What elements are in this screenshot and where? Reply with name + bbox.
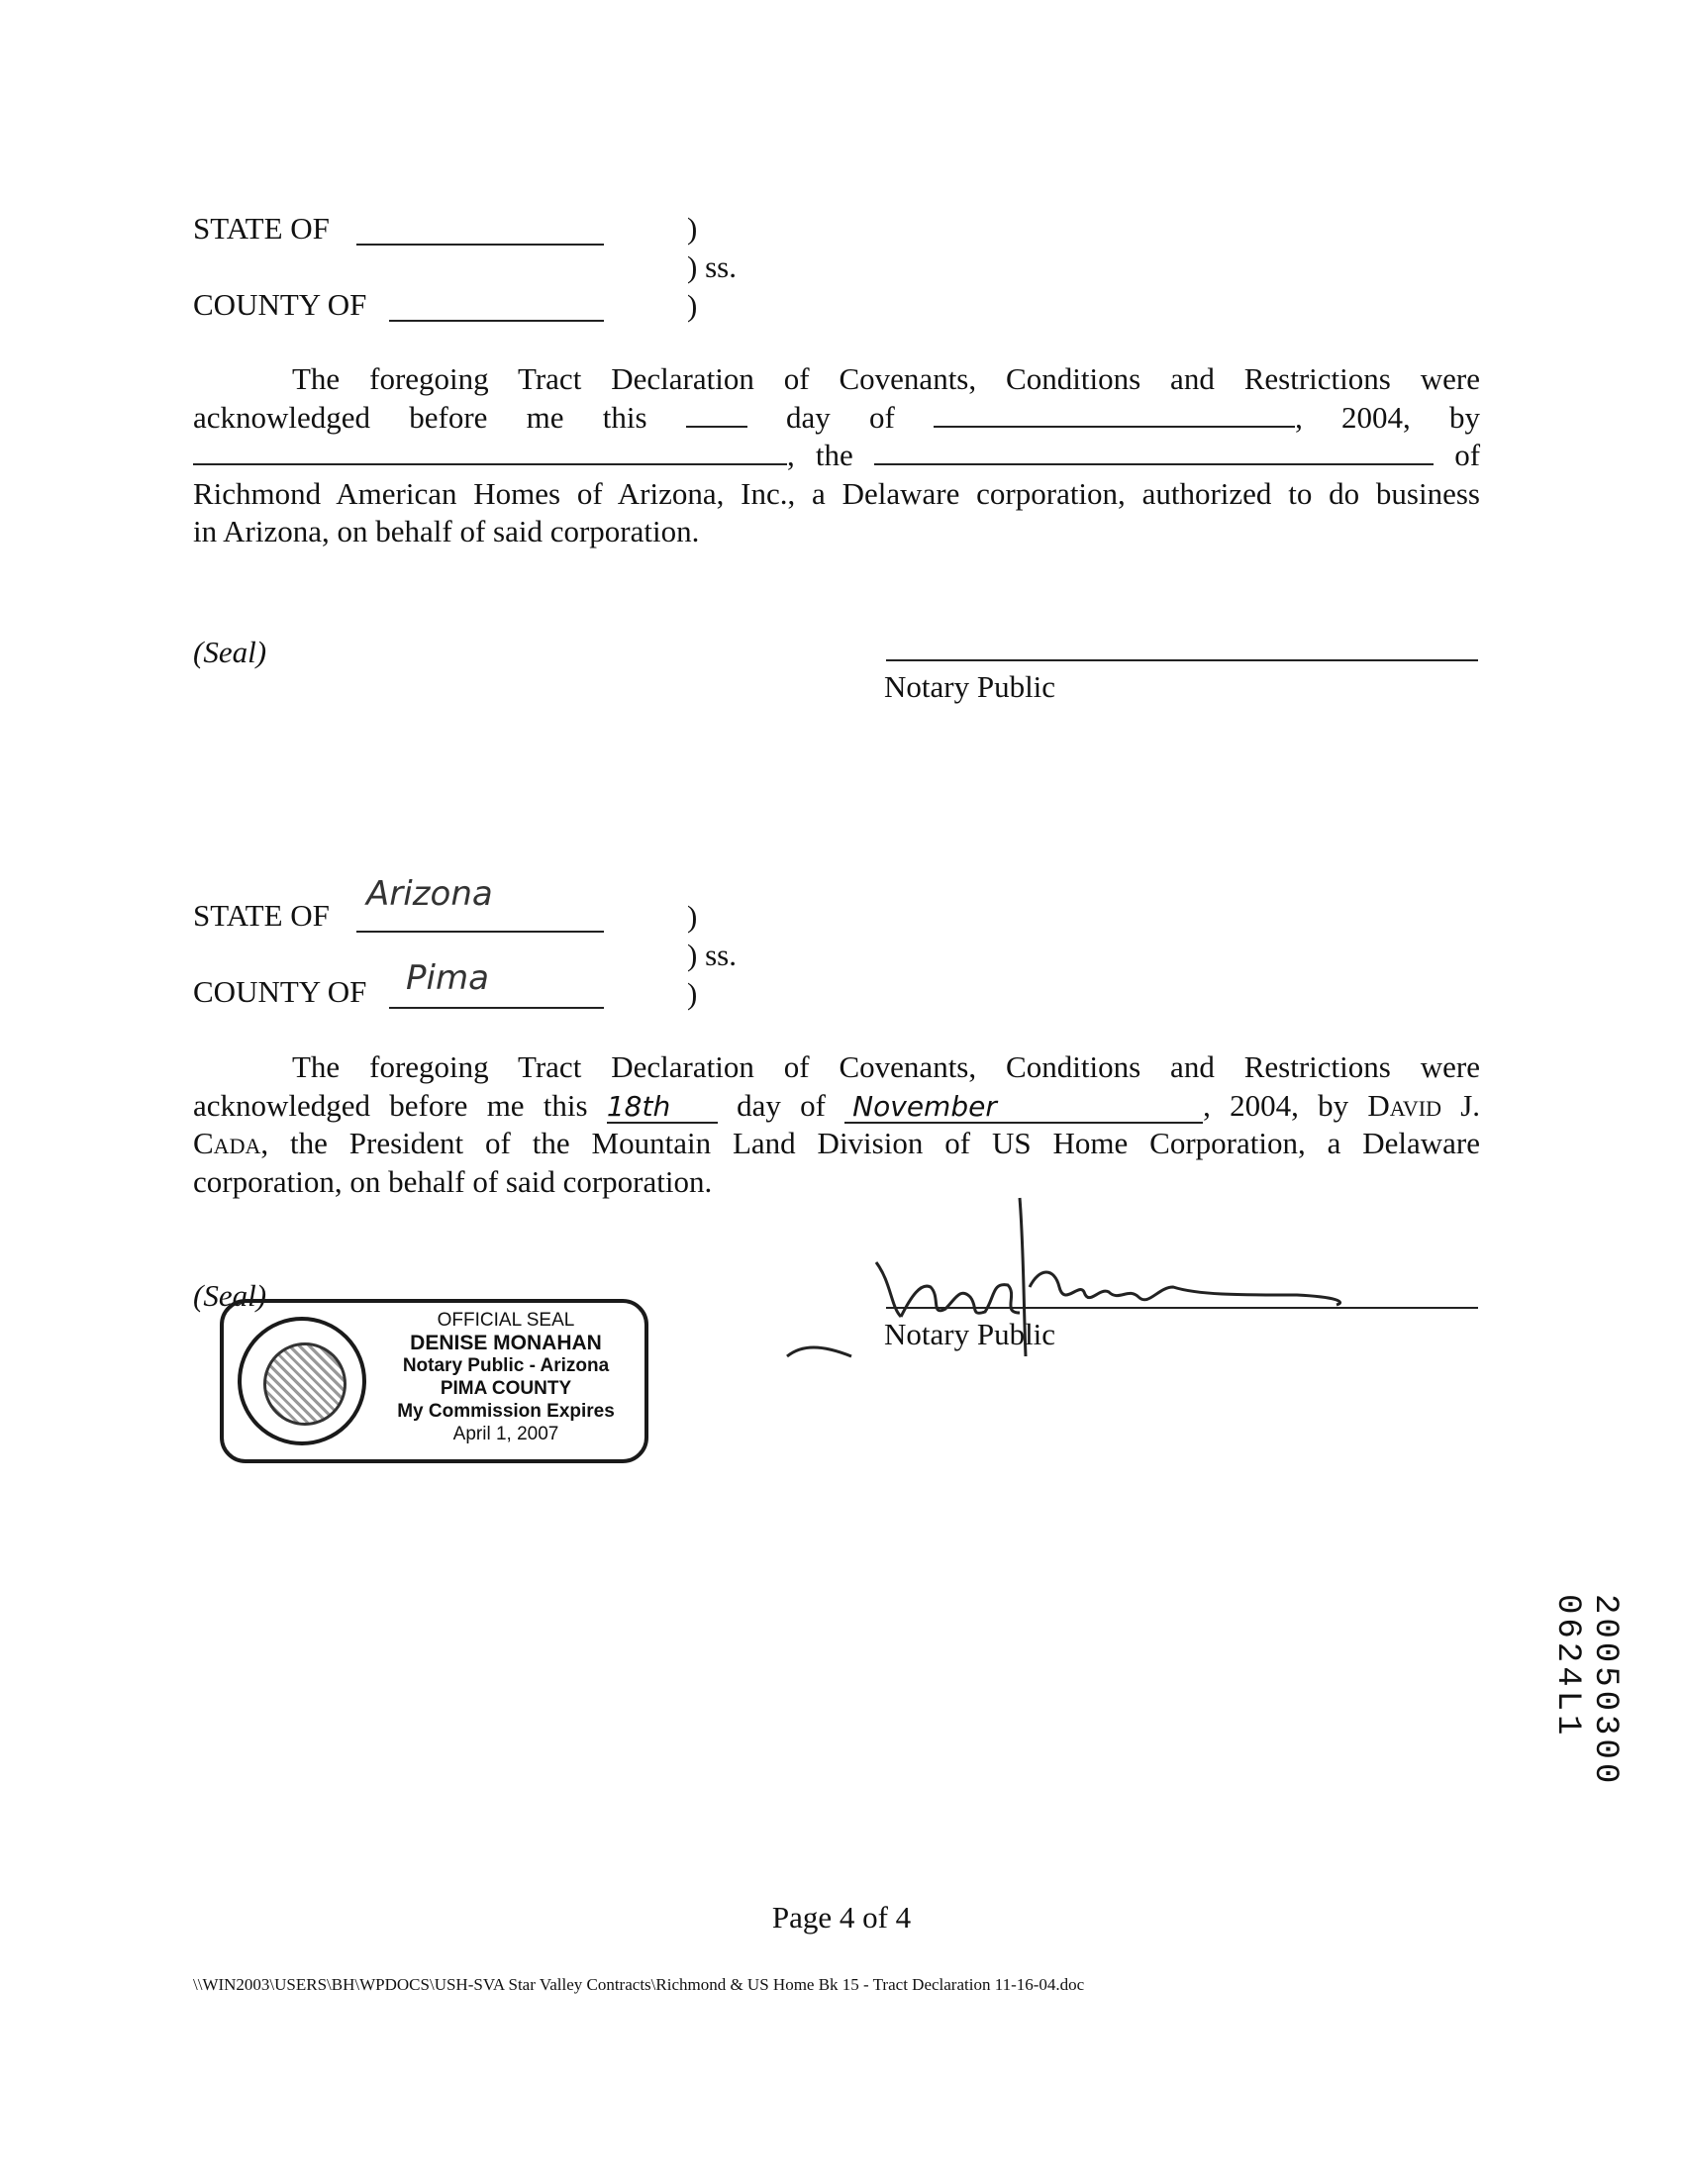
state-handwritten: Arizona [366, 874, 493, 914]
day-handwritten: 18th [607, 1092, 718, 1124]
seal-line-3: Notary Public - Arizona [402, 1355, 610, 1376]
seal-text [372, 1309, 640, 1445]
month-handwritten: November [844, 1092, 1203, 1124]
p2-line2-b: day of [737, 1087, 826, 1123]
day-blank-1 [686, 400, 747, 428]
acknowledgment-paragraph-2 [193, 1048, 1480, 1201]
notary-signature-scribble [782, 1188, 1376, 1366]
p1-line3-b: of [1454, 438, 1481, 472]
p2-line4: corporation, on behalf of said corporation. [193, 1163, 713, 1199]
file-path: \\WIN2003\USERS\BH\WPDOCS\USH-SVA Star Valley Contracts\Richmond & US Home Bk 15 - Tract Declaration 11-16-04.doc [193, 1975, 1085, 1994]
paren-2b: ) [687, 976, 698, 1011]
p1-line4: Richmond American Homes of Arizona, Inc., a Delaware corporation, authorized to do business [193, 475, 1480, 511]
p1-line2-c: , 2004, by [1295, 399, 1481, 435]
county-blank-2 [389, 1007, 604, 1009]
notary-signature-line-1 [886, 659, 1478, 661]
county-blank-1 [389, 320, 604, 322]
seal-line-4: PIMA COUNTY [440, 1378, 572, 1399]
page-number: Page 4 of 4 [771, 1900, 912, 1935]
seal-label-1: (Seal) [193, 635, 267, 669]
p1-line2-b: day of [786, 399, 895, 435]
state-of-label: STATE OF [193, 211, 330, 246]
county-of-label-2: COUNTY OF [193, 974, 367, 1009]
notary-public-label-1: Notary Public [884, 669, 1056, 704]
p2-line2-c: , 2004, by [1203, 1087, 1349, 1123]
p2-line3 [193, 1125, 1480, 1163]
ss-1: ) ss. [687, 249, 737, 284]
ss-2: ) ss. [687, 938, 737, 972]
signer-last-name: Cada [193, 1126, 261, 1160]
p1-line3 [193, 437, 1480, 475]
month-blank-1 [934, 400, 1295, 428]
acknowledgment-paragraph-1 [193, 360, 1480, 551]
paren-2a: ) [687, 899, 698, 934]
notary-public-label-2: Notary Public [884, 1317, 1056, 1351]
state-blank-2 [356, 931, 604, 933]
p2-line2-a: acknowledged before me this [193, 1087, 588, 1123]
recording-number-stamp: 20050300 0624L1 [1548, 1594, 1624, 1788]
p1-line1: The foregoing Tract Declaration of Covenants, Conditions and Restrictions were [292, 361, 1480, 396]
p1-line3-a: , the [787, 438, 853, 472]
seal-line-6: April 1, 2007 [452, 1424, 559, 1444]
p2-line2 [193, 1087, 1480, 1126]
county-handwritten: Pima [406, 958, 489, 998]
state-seal-emblem [238, 1317, 366, 1445]
name-blank-1 [193, 438, 787, 465]
p2-line1: The foregoing Tract Declaration of Covenants, Conditions and Restrictions were [292, 1049, 1480, 1084]
seal-line-5: My Commission Expires [397, 1401, 615, 1422]
paren-1a: ) [687, 211, 698, 246]
p1-line2-a: acknowledged before me this [193, 399, 647, 435]
p1-line2 [193, 399, 1480, 438]
seal-line-1: OFFICIAL SEAL [437, 1310, 575, 1331]
county-of-label: COUNTY OF [193, 287, 367, 322]
signer-first-name: David J. [1367, 1087, 1481, 1123]
seal-line-2: DENISE MONAHAN [410, 1332, 602, 1354]
seal-label-2: (Seal) [193, 1278, 267, 1313]
p1-line5: in Arizona, on behalf of said corporation. [193, 514, 700, 548]
paren-1b: ) [687, 288, 698, 323]
p2-line3-rest: , the President of the Mountain Land Division of US Home Corporation, a Delaware [260, 1126, 1480, 1160]
state-of-label-2: STATE OF [193, 898, 330, 933]
notary-signature-line-2 [886, 1307, 1478, 1309]
title-blank-1 [874, 438, 1434, 465]
official-seal-stamp [220, 1299, 648, 1463]
state-blank-1 [356, 244, 604, 246]
